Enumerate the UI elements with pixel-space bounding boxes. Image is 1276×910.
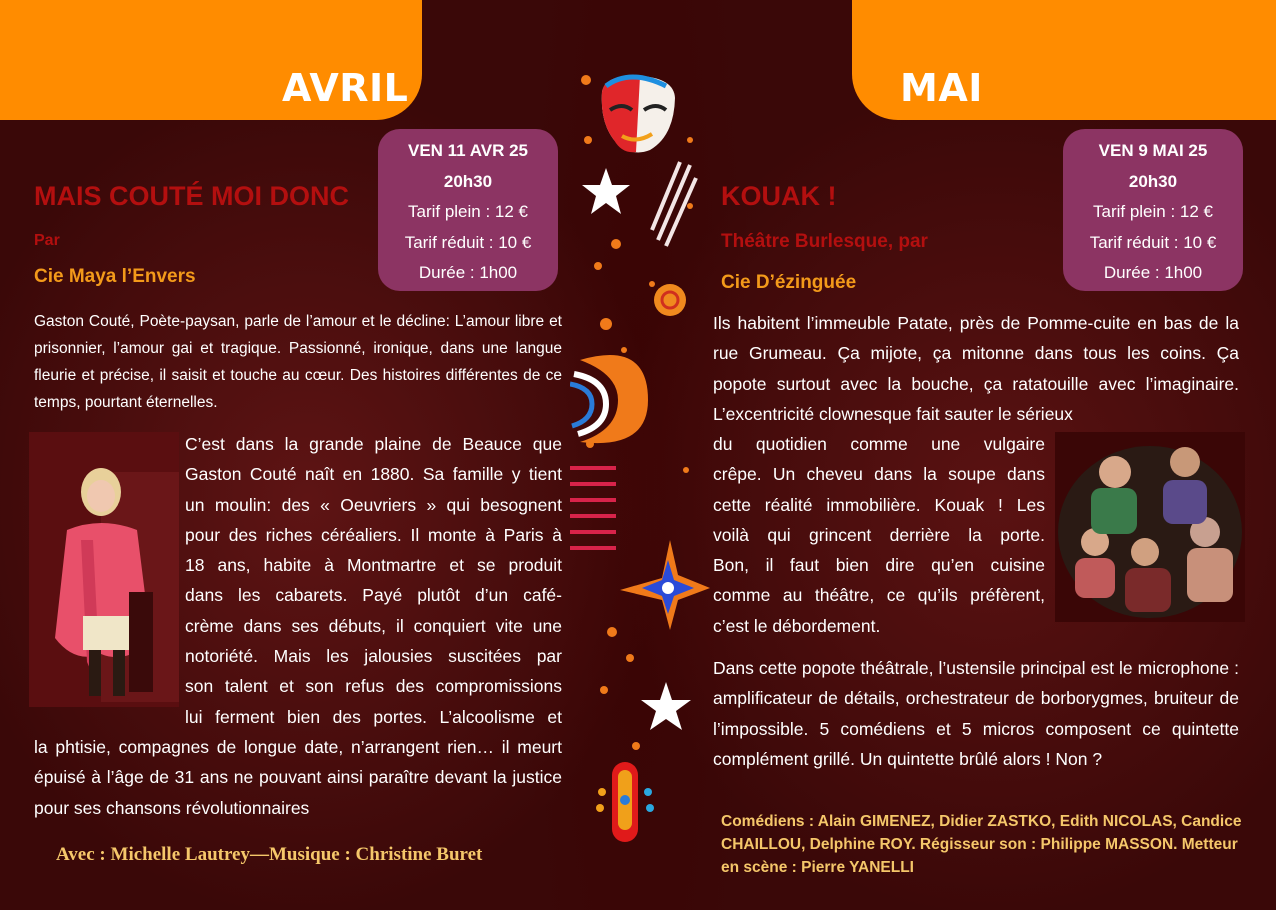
body-line: crème dans ses débuts, il conquiert vite une <box>185 615 562 636</box>
duree: Durée : 1h00 <box>418 263 518 282</box>
actress-photo <box>29 432 179 707</box>
tarif-plein: Tarif plein : 12 € <box>407 202 528 221</box>
tarif-reduit: Tarif réduit : 10 € <box>1089 232 1217 252</box>
show-title-april: MAIS COUTÉ MOI DONC <box>34 181 349 211</box>
stripes-red-icon <box>570 468 616 548</box>
cast-credits-may: Comédiens : Alain GIMENEZ, Didier ZASTKO, Edith NICOLAS, Candice CHAILLOU, Delphine ROY. Régisseur son : Philippe MASSON. Metteur en scène : Pierre YANELLI <box>721 813 1242 876</box>
tarif-plein: Tarif plein : 12 € <box>1092 202 1213 221</box>
event-date: VEN 11 AVR 25 <box>407 141 528 160</box>
event-date: VEN 9 MAI 25 <box>1098 141 1208 160</box>
show-title-may: KOUAK ! <box>721 181 837 211</box>
body-line: pour des riches céréaliers. Il monte à Paris à <box>185 524 562 545</box>
body-line: Gaston Couté naît en 1880. Sa famille y tient <box>185 464 562 485</box>
event-time: 20h30 <box>1128 171 1178 191</box>
star-icon <box>582 168 630 214</box>
star-icon-2 <box>641 682 691 730</box>
theatre-mask-icon <box>602 76 675 153</box>
body-line: notoriété. Mais les jalousies suscitées par <box>185 646 562 667</box>
intro-text-april: Gaston Couté, Poète-paysan, parle de l’amour et le décline: L’amour libre et prisonnier, l’amour gai et tragique. Passionné, ironique, dans une langue fleurie et précise, il saisit et touche au cœur. Des histoires différentes de ce temps, pourtant éternelles. <box>34 313 562 411</box>
duree: Durée : 1h00 <box>1103 263 1203 282</box>
troupe-photo <box>1055 432 1245 622</box>
body-line: un moulin: des « Oeuvriers » qui besognent <box>185 494 562 515</box>
rocket-icon <box>596 762 654 842</box>
company-april: Cie Maya l’Envers <box>34 266 196 287</box>
body-line: cette réalité immobilière. Kouak ! Les <box>713 494 1045 515</box>
cast-credits-april: Avec : Michelle Lautrey—Musique : Christine Buret <box>56 844 483 865</box>
spiral-icon <box>654 284 686 316</box>
body-line: du quotidien comme une vulgaire <box>713 434 1045 454</box>
para1-top-may: Ils habitent l’immeuble Patate, près de Pomme-cuite en bas de la rue Grumeau. Ça mijote, ça mitonne dans tous les coins. Ça popote surtout avec la bouche, ça ratatouille avec l’imaginaire. L’excentricité clownesque fait sauter le sérieux <box>713 313 1239 424</box>
par-label: Par <box>34 232 60 249</box>
para1-lines-may <box>713 429 1045 641</box>
decorative-strip <box>570 40 710 910</box>
event-time: 20h30 <box>443 171 493 191</box>
body-line: voilà qui grincent derrière la porte. <box>713 524 1045 545</box>
para2-may: Dans cette popote théâtrale, l’ustensile principal est le microphone : amplificateur de détails, orchestrateur de borborygmes, bruiteur de l’impossible. 5 comédiens et 5 micros composent ce quintette complément grillé. Un quintette brûlé alors ! Non ? <box>713 658 1239 769</box>
tarif-reduit: Tarif réduit : 10 € <box>404 232 532 252</box>
event-info-box-april <box>378 129 558 291</box>
body-line: comme au théâtre, ce qu’ils préfèrent, <box>713 585 1045 606</box>
body-text-april <box>185 429 562 732</box>
company-may: Cie D’ézinguée <box>721 272 857 293</box>
month-april: AVRIL <box>282 66 409 110</box>
body-line: crêpe. Un cheveu dans la soupe dans <box>713 464 1045 485</box>
body-line: Bon, il faut bien dire qu’en cuisine <box>713 555 1045 576</box>
firework-icon <box>620 540 710 630</box>
body-line: lui ferment bien des portes. L’alcoolisme et <box>185 706 562 727</box>
month-may: MAI <box>900 66 983 110</box>
crescent-moon-icon <box>570 355 648 443</box>
body-line: C’est dans la grande plaine de Beauce que <box>185 434 562 454</box>
event-info-box-may <box>1063 129 1243 291</box>
body-line: 18 ans, habite à Montmartre et se produit <box>185 555 562 576</box>
body-line: dans les cabarets. Payé plutôt d’un café- <box>185 585 562 606</box>
body-line: son talent et son refus des compromissions <box>185 676 562 697</box>
body-line: c’est le débordement. <box>713 615 881 636</box>
genre-may: Théâtre Burlesque, par <box>721 231 928 252</box>
body-end-april: la phtisie, compagnes de longue date, n’arrangent rien… il meurt épuisé à l’âge de 31 ans ne pouvant ainsi paraître devant la justice pour ses chansons révolutionnaires <box>34 737 562 818</box>
